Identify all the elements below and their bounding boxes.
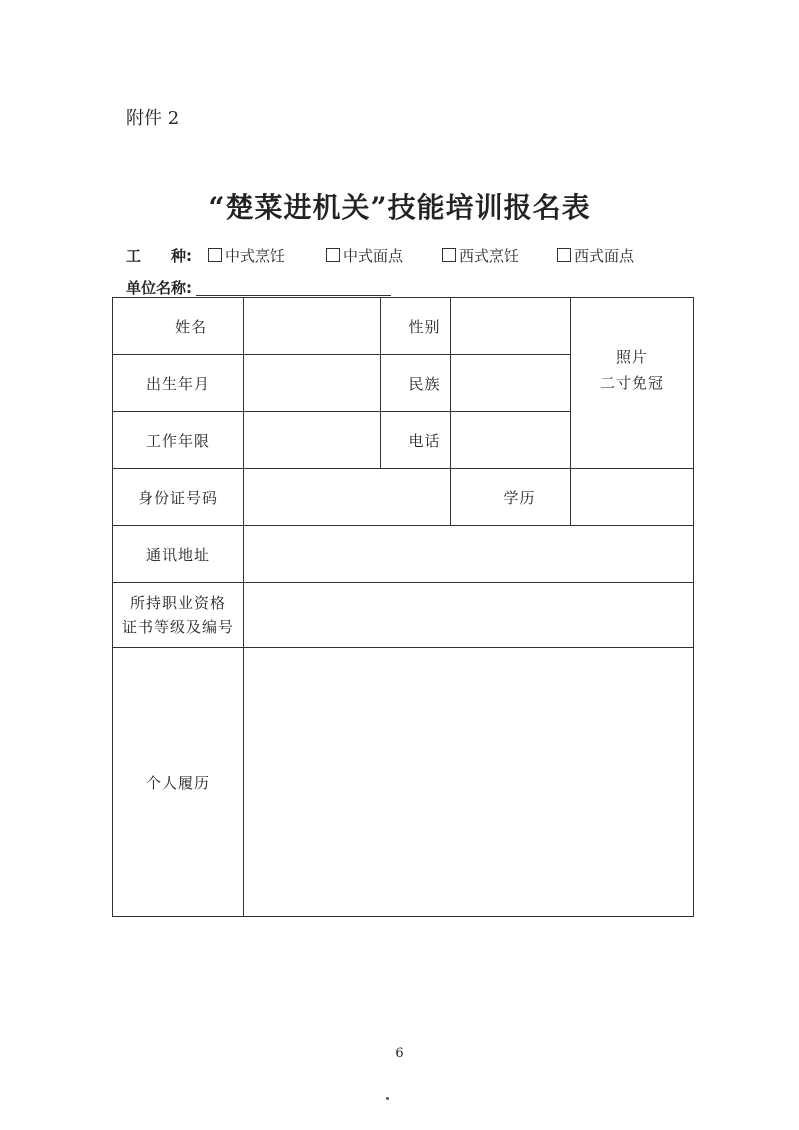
registration-table <box>112 297 694 917</box>
certificate-label-line2: 证书等级及编号 <box>121 618 234 636</box>
id-number-field[interactable] <box>244 469 451 526</box>
phone-field[interactable] <box>451 412 571 469</box>
birth-field[interactable] <box>244 355 381 412</box>
unit-name-field[interactable] <box>196 279 391 296</box>
checkbox-icon[interactable] <box>442 248 456 262</box>
name-label: 姓名 <box>113 298 244 355</box>
ethnicity-field[interactable] <box>451 355 571 412</box>
work-years-label: 工作年限 <box>113 412 244 469</box>
checkbox-icon[interactable] <box>326 248 340 262</box>
work-type-row <box>126 245 635 266</box>
page-number: 6 <box>395 1046 404 1061</box>
gender-label: 性别 <box>381 298 451 355</box>
attachment-label: 附件 2 <box>126 108 180 129</box>
form-title: “楚菜进机关”技能培训报名表 <box>208 191 591 224</box>
option-label: 西式面点 <box>574 247 635 265</box>
id-number-label: 身份证号码 <box>113 469 244 526</box>
checkbox-icon[interactable] <box>557 248 571 262</box>
resume-field[interactable] <box>244 648 694 917</box>
certificate-label-line1: 所持职业资格 <box>129 594 226 612</box>
photo-label: 照片 <box>615 348 648 366</box>
education-label: 学历 <box>451 469 571 526</box>
unit-name-row <box>126 277 391 298</box>
resume-label: 个人履历 <box>113 648 244 917</box>
scan-dot <box>386 1097 389 1100</box>
education-field[interactable] <box>571 469 694 526</box>
option-chinese-pastry[interactable] <box>326 245 403 266</box>
option-label: 西式烹饪 <box>459 247 520 265</box>
photo-box <box>571 298 694 469</box>
certificate-field[interactable] <box>244 583 694 648</box>
option-label: 中式烹饪 <box>225 247 286 265</box>
work-type-label: 工 种: <box>126 247 192 265</box>
certificate-label <box>113 583 244 648</box>
work-years-field[interactable] <box>244 412 381 469</box>
ethnicity-label: 民族 <box>381 355 451 412</box>
option-western-pastry[interactable] <box>557 245 634 266</box>
name-field[interactable] <box>244 298 381 355</box>
checkbox-icon[interactable] <box>208 248 222 262</box>
address-field[interactable] <box>244 526 694 583</box>
address-label: 通讯地址 <box>113 526 244 583</box>
phone-label: 电话 <box>381 412 451 469</box>
option-label: 中式面点 <box>343 247 404 265</box>
option-chinese-cooking[interactable] <box>208 245 285 266</box>
photo-size-label: 二寸免冠 <box>599 374 664 392</box>
gender-field[interactable] <box>451 298 571 355</box>
option-western-cooking[interactable] <box>442 245 519 266</box>
birth-label: 出生年月 <box>113 355 244 412</box>
unit-name-label: 单位名称: <box>126 279 192 297</box>
